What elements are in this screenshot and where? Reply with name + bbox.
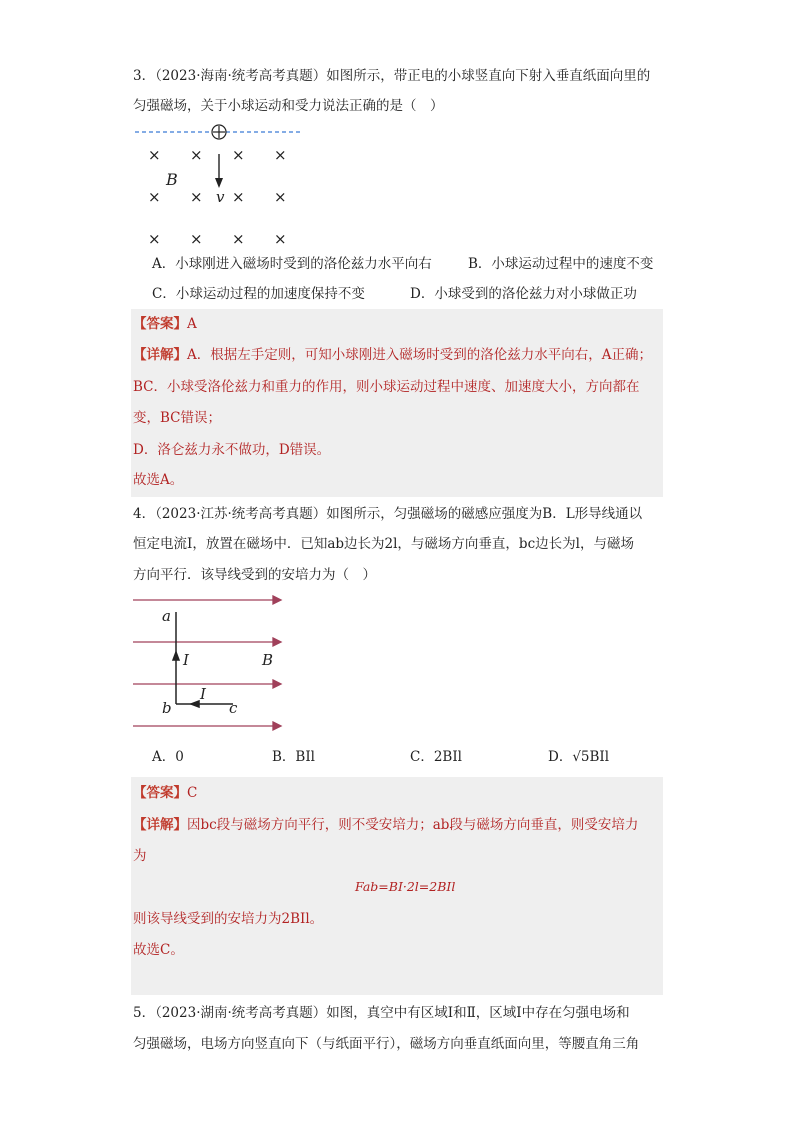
q3-answer-block [131,309,663,497]
field-cross: × [148,188,161,206]
q4-option-d[interactable]: D．√5BIl [548,749,610,765]
q3-detail-line5: 故选A。 [133,472,184,488]
q3-option-b[interactable]: B．小球运动过程中的速度不变 [468,256,654,272]
detail-tag: 【详解】 [133,347,187,363]
q4-option-c[interactable]: C．2BIl [410,749,462,765]
detail-text: A．根据左手定则，可知小球刚进入磁场时受到的洛伦兹力水平向右，A正确； [187,347,652,363]
field-cross: × [232,188,245,206]
q4-answer [133,783,197,803]
answer-value: C [187,785,198,801]
label-b-field: B [166,170,178,189]
q3-stem-line1: 3．（2023·海南·统考高考真题）如图所示，带正电的小球竖直向下射入垂直纸面向里的 [133,68,651,84]
field-cross: × [274,230,287,248]
q4-stem-line3: 方向平行．该导线受到的安培力为（ ） [133,567,376,583]
q5-stem-line1: 5．（2023·湖南·统考高考真题）如图，真空中有区域Ⅰ和Ⅱ，区域Ⅰ中存在匀强电场和 [133,1005,630,1021]
field-cross: × [190,146,203,164]
q5-stem-line2: 匀强磁场，电场方向竖直向下（与纸面平行），磁场方向垂直纸面向里，等腰直角三角 [133,1036,640,1052]
current-arrow-ab [173,652,179,660]
q4-detail-line1 [133,815,638,835]
field-cross: × [148,146,161,164]
field-cross: × [190,230,203,248]
q4-detail-line2: 为 [133,848,147,864]
q4-stem-line1: 4．（2023·江苏·统考高考真题）如图所示，匀强磁场的磁感应强度为B．L形导线通以 [133,506,643,522]
q4-option-b[interactable]: B．BIl [272,749,315,765]
q4-formula: Fab=BI·2l=2BIl [355,879,456,894]
q3-detail-line2: BC．小球受洛伦兹力和重力的作用，则小球运动过程中速度、加速度大小，方向都在 [133,379,640,395]
q4-stem-line2: 恒定电流I，放置在磁场中．已知ab边长为2l，与磁场方向垂直，bc边长为l，与磁场 [133,536,634,552]
q3-option-a[interactable]: A．小球刚进入磁场时受到的洛伦兹力水平向右 [152,256,432,272]
q3-stem-line2: 匀强磁场，关于小球运动和受力说法正确的是（ ） [133,98,444,114]
answer-tag: 【答案】 [133,316,187,332]
q3-option-c[interactable]: C．小球运动过程的加速度保持不变 [152,286,365,302]
q4-option-a[interactable]: A．0 [152,749,184,765]
detail-text: 因bc段与磁场方向平行，则不受安培力；ab段与磁场方向垂直，则受安培力 [187,817,639,833]
q3-option-d[interactable]: D．小球受到的洛伦兹力对小球做正功 [410,286,637,302]
current-arrow-bc [191,701,199,707]
label-v: v [216,188,225,206]
q3-detail-line1 [133,345,652,365]
q3-detail-line3: 变，BC错误； [133,410,222,426]
field-cross: × [232,146,245,164]
label-b-field: B [262,651,274,669]
label-c: c [229,699,238,717]
detail-tag: 【详解】 [133,817,187,833]
field-cross: × [148,230,161,248]
label-i-ab: I [183,651,189,669]
label-i-bc: I [200,685,206,703]
q4-detail-line4: 故选C。 [133,942,184,958]
field-cross: × [274,146,287,164]
q3-detail-line4: D．洛仑兹力永不做功，D错误。 [133,442,331,458]
field-cross: × [232,230,245,248]
field-cross: × [190,188,203,206]
answer-value: A [187,316,197,332]
field-cross: × [274,188,287,206]
answer-tag: 【答案】 [133,785,187,801]
label-a: a [162,607,171,625]
q3-answer [133,314,197,334]
q4-detail-line3: 则该导线受到的安培力为2BIl。 [133,911,324,927]
label-b: b [162,699,172,717]
